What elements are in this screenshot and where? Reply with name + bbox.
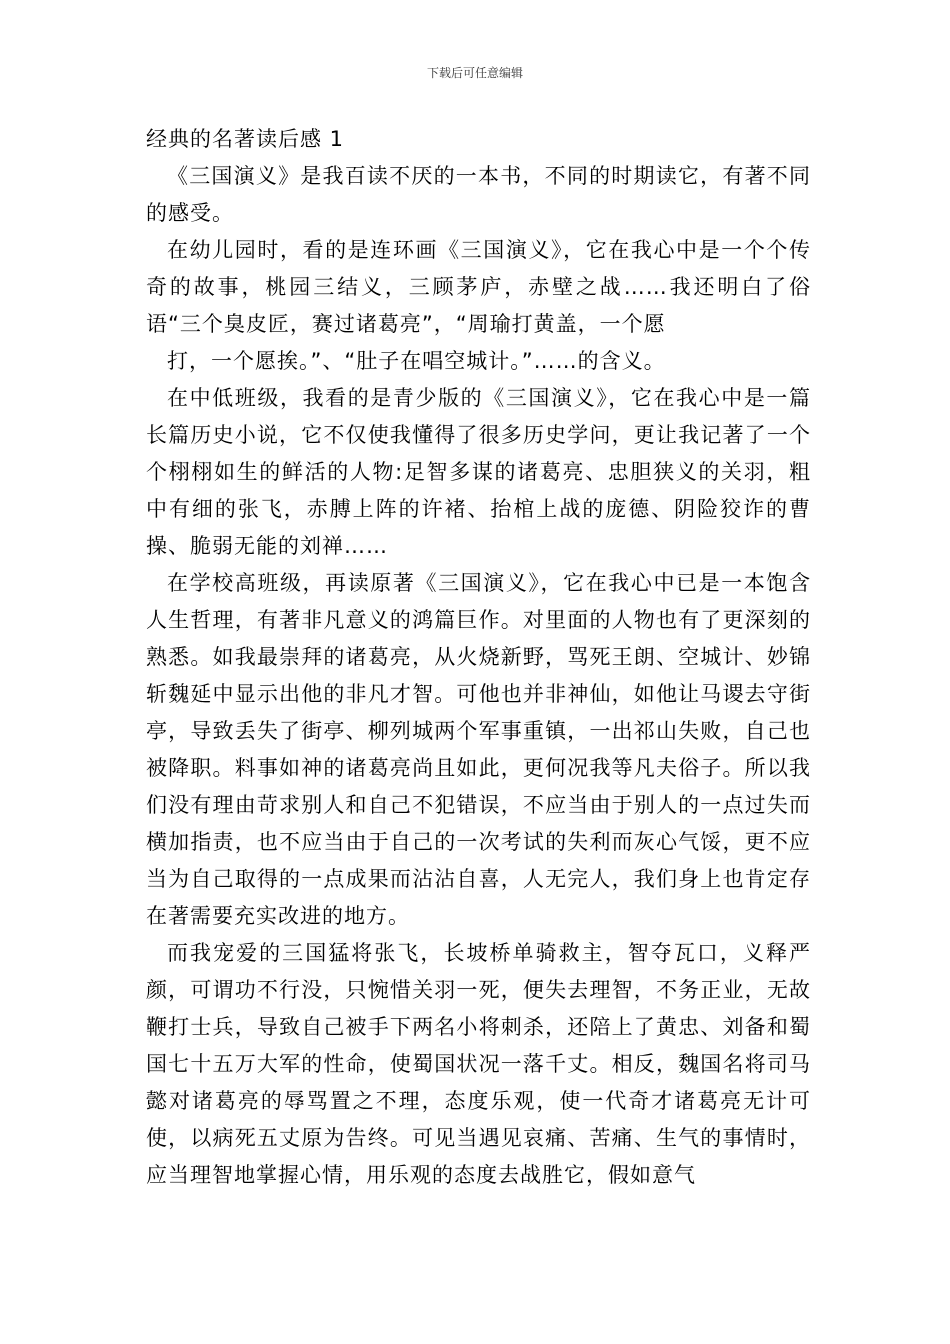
paragraph-zhang-fei: 而我宠爱的三国猛将张飞，长坡桥单骑救主，智夺瓦口，义释严颜，可谓功不行没，只惋惜关羽一死，便失去理智，不务正业，无故鞭打士兵，导致自己被手下两名小将刺杀，还陪上了黄忠、刘备和蜀国七十五万大军的性命，使蜀国状况一落千丈。相反，魏国名将司马懿对诸葛亮的辱骂置之不理，态度乐观，使一代奇才诸葛亮无计可使，以病死五丈原为告终。可见当遇见哀痛、苦痛、生气的事情时，应当理智地掌握心情，用乐观的态度去战胜它，假如意气 bbox=[146, 941, 811, 1187]
paragraph-kindergarten-continued: 打，一个愿挨。”、“肚子在唱空城计。”……的含义。 bbox=[167, 349, 666, 373]
document-body bbox=[146, 121, 811, 1194]
paragraph-intro: 《三国演义》是我百读不厌的一本书，不同的时期读它，有著不同的感受。 bbox=[146, 164, 811, 225]
paragraph-kindergarten: 在幼儿园时，看的是连环画《三国演义》，它在我心中是一个个传奇的故事，桃园三结义，三顾茅庐，赤壁之战……我还明白了俗语“三个臭皮匠，赛过诸葛亮”，“周瑜打黄盖，一个愿 bbox=[146, 238, 811, 336]
paragraph-middle-grades: 在中低班级，我看的是青少版的《三国演义》，它在我心中是一篇长篇历史小说，它不仅使我懂得了很多历史学问，更让我记著了一个个栩栩如生的鲜活的人物:足智多谋的诸葛亮、忠胆狭义的关羽，粗中有细的张飞，赤膊上阵的许褚、抬棺上战的庞德、阴险狡诈的曹操、脆弱无能的刘禅…… bbox=[146, 386, 811, 558]
paragraph-high-grades: 在学校高班级，再读原著《三国演义》，它在我心中已是一本饱含人生哲理，有著非凡意义的鸿篇巨作。对里面的人物也有了更深刻的熟悉。如我最崇拜的诸葛亮，从火烧新野，骂死王朗、空城计、妙锦斩魏延中显示出他的非凡才智。可他也并非神仙，如他让马谡去守街亭，导致丢失了街亭、柳列城两个军事重镇，一出祁山失败，自己也被降职。料事如神的诸葛亮尚且如此，更何况我等凡夫俗子。所以我们没有理由苛求别人和自己不犯错误，不应当由于别人的一点过失而横加指责，也不应当由于自己的一次考试的失利而灰心气馁，更不应当为自己取得的一点成果而沾沾自喜，人无完人，我们身上也肯定存在著需要充实改进的地方。 bbox=[146, 571, 811, 928]
header-note: 下载后可任意编辑 bbox=[426, 66, 523, 80]
document-title: 经典的名著读后感 1 bbox=[146, 127, 345, 151]
